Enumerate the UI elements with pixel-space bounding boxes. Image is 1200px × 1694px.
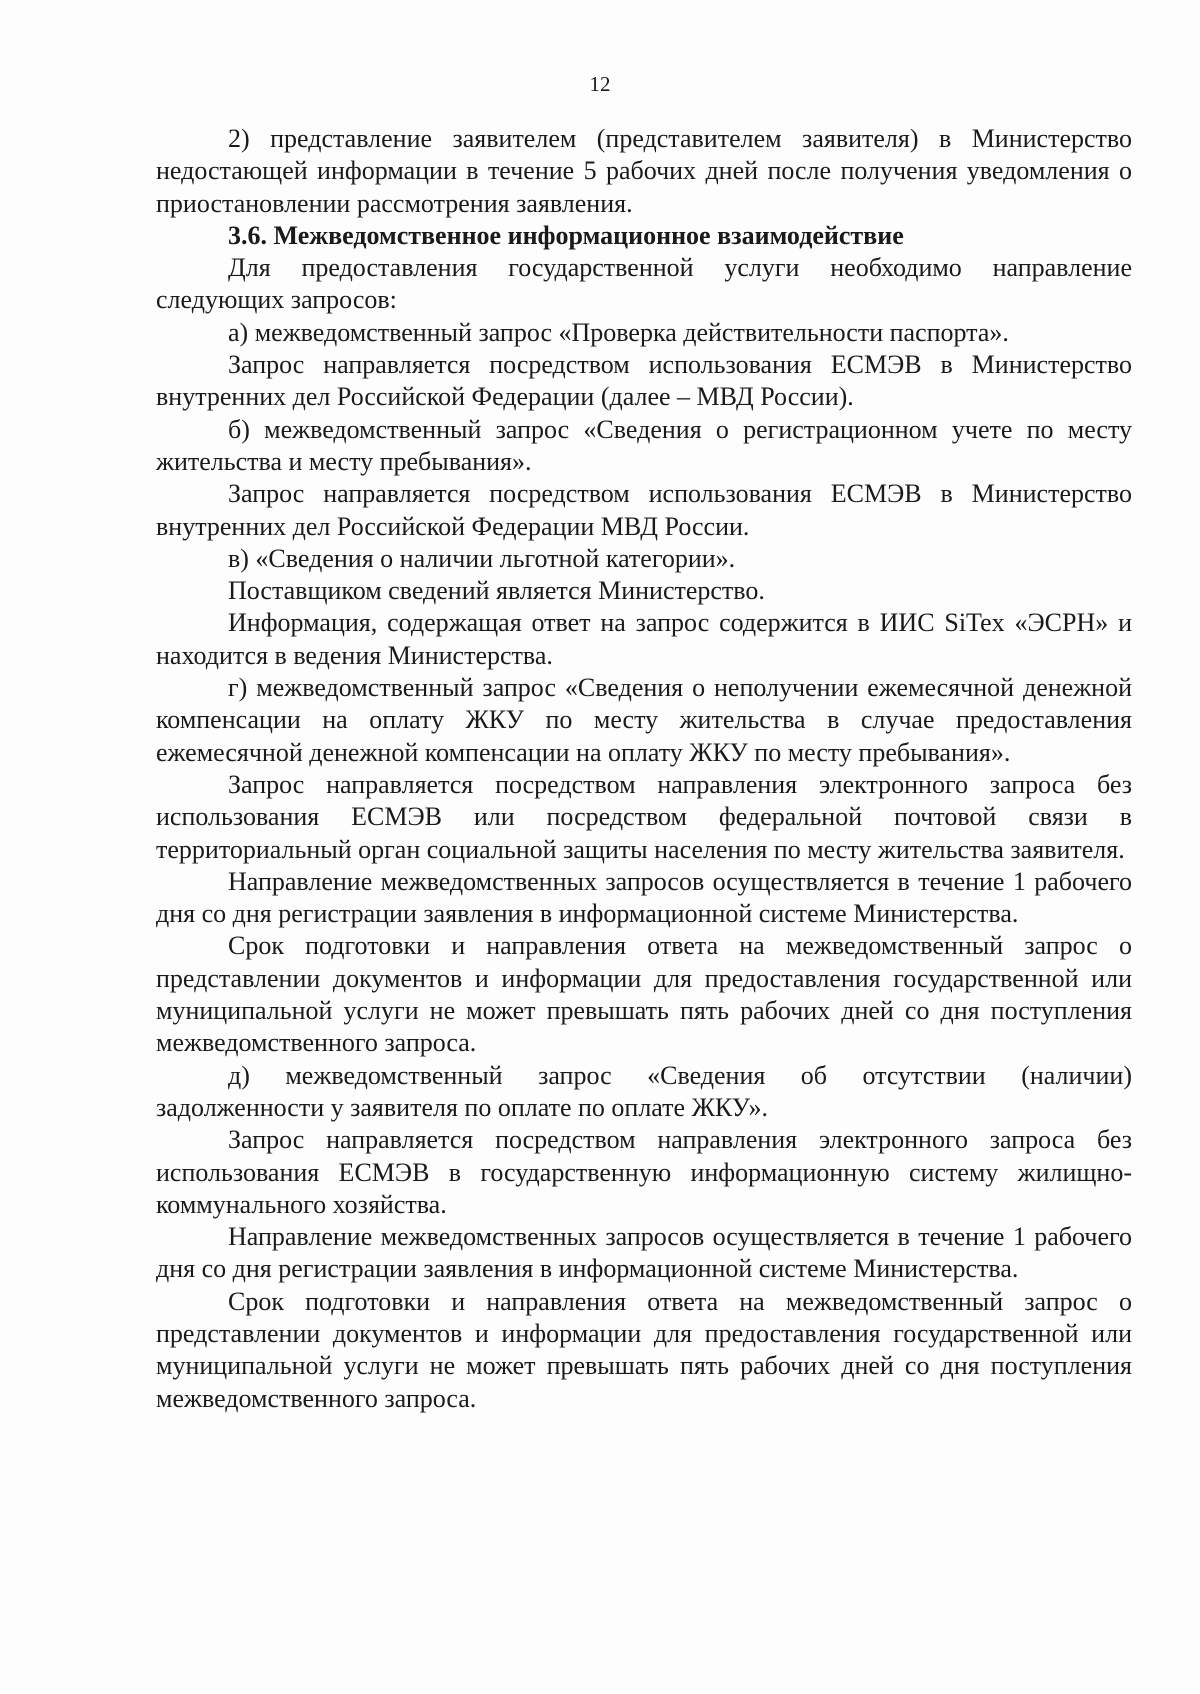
paragraph-provider: Поставщиком сведений является Министерство. (228, 576, 765, 606)
paragraph-request-v: в) «Сведения о наличии льготной категории». (228, 543, 736, 573)
paragraph-request-d-route: Запрос направляется посредством направления электронного запроса без использования ЕСМЭВ в государственную информационную систему жилищно-коммунального хозяйства. (156, 1125, 1132, 1219)
paragraph-timing-1: Направление межведомственных запросов осуществляется в течение 1 рабочего дня со дня регистрации заявления в информационной системе Министерства. (156, 866, 1132, 929)
paragraph-deadline-2: Срок подготовки и направления ответа на межведомственный запрос о представлении документов и информации для предоставления государственной или муниципальной услуги не может превышать пять рабочих дней со дня поступления межведомственного запроса. (156, 1286, 1132, 1413)
section-heading-3-6: 3.6. Межведомственное информационное взаимодействие (228, 220, 904, 250)
paragraph-timing-2: Направление межведомственных запросов осуществляется в течение 1 рабочего дня со дня регистрации заявления в информационной системе Министерства. (156, 1222, 1132, 1284)
paragraph-deadline-1: Срок подготовки и направления ответа на межведомственный запрос о представлении документов и информации для предоставления государственной или муниципальной услуги не может превышать пять рабочих дней со дня поступления межведомственного запроса. (156, 931, 1132, 1058)
paragraph-item-2-clause: 2) представление заявителем (представителем заявителя) в Министерство недостающей информации в течение 5 рабочих дней после получения уведомления о приостановлении рассмотрения заявления. (156, 124, 1132, 218)
paragraph-request-b-route: Запрос направляется посредством использования ЕСМЭВ в Министерство внутренних дел Российской Федерации МВД России. (156, 479, 1132, 541)
page-number: 12 (589, 72, 611, 96)
paragraph-information: Информация, содержащая ответ на запрос содержится в ИИС SiTex «ЭСРН» и находится в ведения Министерства. (156, 608, 1132, 670)
paragraph-request-d: д) межведомственный запрос «Сведения об отсутствии (наличии) задолженности у заявителя по оплате по оплате ЖКУ». (156, 1060, 1132, 1122)
paragraph-request-g: г) межведомственный запрос «Сведения о неполучении ежемесячной денежной компенсации на оплату ЖКУ по месту жительства в случае предоставления ежемесячной денежной компенсации на оплату ЖКУ по месту пребывания». (156, 673, 1132, 767)
document-body (156, 123, 1132, 1415)
paragraph-request-b: б) межведомственный запрос «Сведения о регистрационном учете по месту жительства и месту пребывания». (156, 414, 1132, 476)
paragraph-intro: Для предоставления государственной услуги необходимо направление следующих запросов: (156, 253, 1132, 315)
paragraph-request-g-route: Запрос направляется посредством направления электронного запроса без использования ЕСМЭВ или посредством федеральной почтовой связи в территориальный орган социальной защиты населения по месту жительства заявителя. (156, 769, 1132, 864)
paragraph-request-a: а) межведомственный запрос «Проверка действительности паспорта». (228, 317, 1009, 347)
paragraph-request-a-route: Запрос направляется посредством использования ЕСМЭВ в Министерство внутренних дел Российской Федерации (далее – МВД России). (156, 350, 1132, 412)
